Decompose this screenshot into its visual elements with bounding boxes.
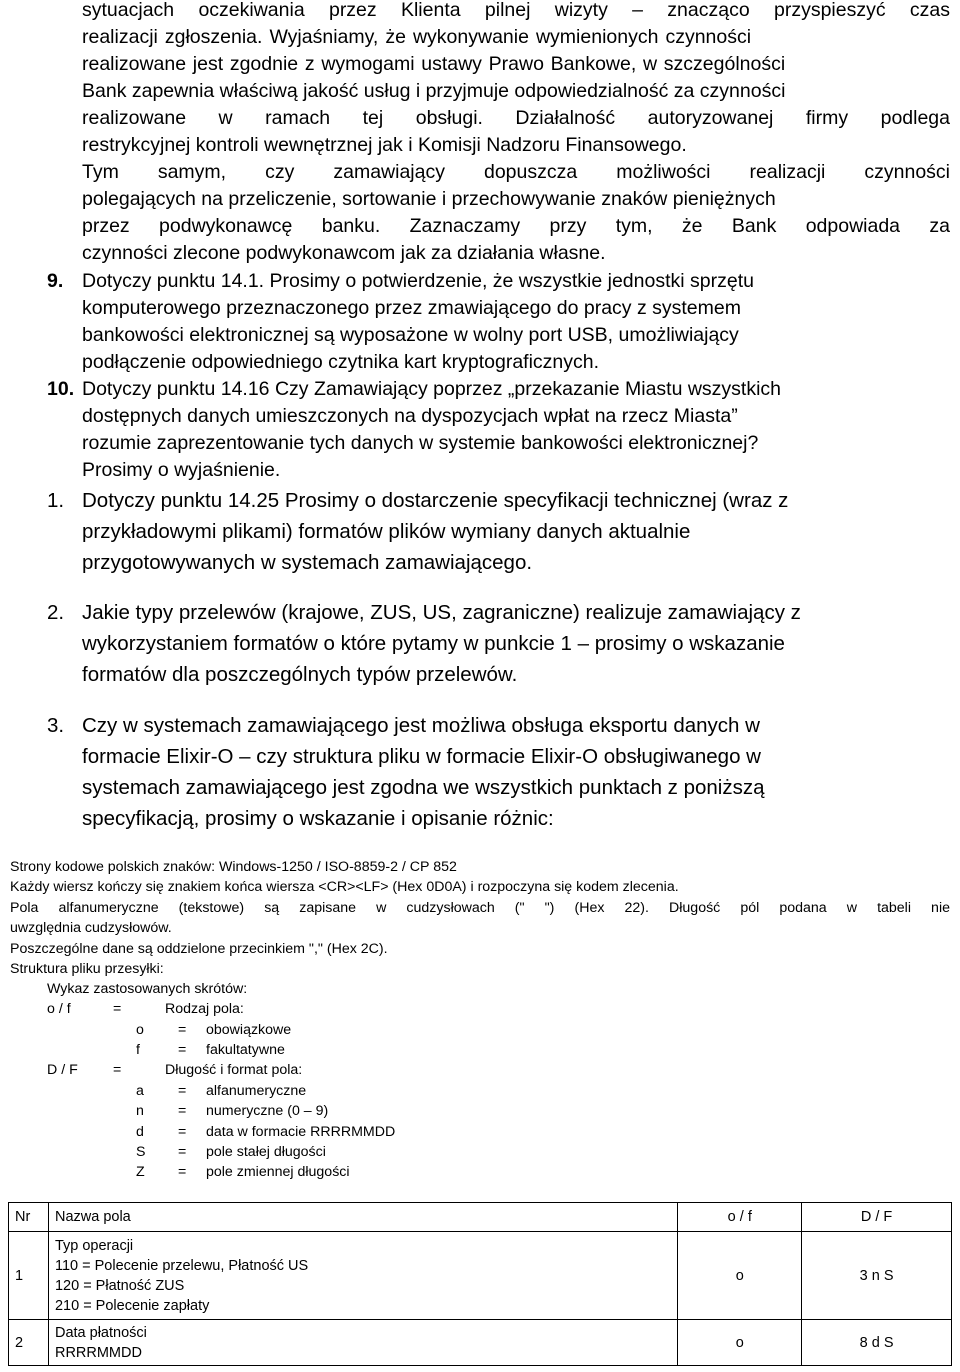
- item-number: 3.: [47, 714, 65, 737]
- cell-line: RRRRMMDD: [54, 1344, 142, 1361]
- abbr-desc: Długość i format pola:: [165, 1062, 303, 1078]
- abbr-sub-key: o: [136, 1022, 144, 1038]
- table-header-row: [9, 1203, 952, 1232]
- text-line: przygotowywanych w systemach zamawiającego.: [82, 551, 533, 574]
- cell-line: 120 = Płatność ZUS: [54, 1277, 185, 1294]
- abbr-sub-value: pole zmiennej długości: [206, 1164, 350, 1180]
- item-number: 2.: [47, 601, 65, 624]
- text-line: wykorzystaniem formatów o które pytamy w punkcie 1 – prosimy o wskazanie: [82, 632, 785, 655]
- spec-notes: [10, 857, 950, 979]
- item-number: 10.: [47, 378, 75, 400]
- abbr-eq: =: [113, 1001, 122, 1017]
- text-line: realizacji zgłoszenia. Wyjaśniamy, że wykonywanie wymienionych czynności: [82, 26, 752, 48]
- header-df: D / F: [802, 1203, 952, 1232]
- text-line: formatów dla poszczególnych typów przelewów.: [82, 663, 518, 686]
- abbr-key: o / f: [47, 1001, 71, 1017]
- abbr-eq: =: [113, 1062, 122, 1078]
- text-line: Tym samym, czy zamawiający dopuszcza możliwości realizacji czynności: [82, 161, 950, 183]
- abbr-sub-key: Z: [136, 1164, 145, 1180]
- abbr-sub-eq: =: [178, 1022, 187, 1038]
- table-row: [9, 1320, 952, 1366]
- text-line: realizowane w ramach tej obsługi. Działalność autoryzowanej firmy podlega: [82, 107, 950, 129]
- text-line: przez podwykonawcę banku. Zaznaczamy przy tym, że Bank odpowiada za: [82, 215, 950, 237]
- spec-separator: Poszczególne dane są oddzielone przecinkiem "," (Hex 2C).: [10, 940, 388, 957]
- text-line: Bank zapewnia właściwą jakość usług i przyjmuje odpowiedzialność za czynności: [82, 80, 786, 102]
- text-line: komputerowego przeznaczonego przez zmawiającego do pracy z systemem: [82, 297, 741, 319]
- spec-codepages: Strony kodowe polskich znaków: Windows-1250 / ISO-8859-2 / CP 852: [10, 859, 457, 875]
- fields-table: [8, 1202, 952, 1366]
- abbr-sub-eq: =: [178, 1103, 187, 1119]
- item-number: 1.: [47, 489, 65, 512]
- text-line: dostępnych danych umieszczonych na dyspozycjach wpłat na rzecz Miasta”: [82, 405, 738, 427]
- cell-line: Data płatności: [54, 1324, 147, 1341]
- text-line: Czy w systemach zamawiającego jest możliwa obsługa eksportu danych w: [82, 714, 760, 737]
- spec-line-end: Każdy wiersz kończy się znakiem końca wiersza <CR><LF> (Hex 0D0A) i rozpoczyna się kodem zlecenia.: [10, 879, 679, 896]
- text-line: formacie Elixir-O – czy struktura pliku w formacie Elixir-O obsługiwanego w: [82, 745, 761, 768]
- cell-df: 8 d S: [802, 1320, 952, 1366]
- abbr-sub-eq: =: [178, 1124, 187, 1140]
- spec-alnum: Pola alfanumeryczne (tekstowe) są zapisane w cudzysłowach (" ") (Hex 22). Długość pól podana w tabeli nie: [10, 899, 950, 916]
- abbr-desc: Rodzaj pola:: [165, 1001, 244, 1017]
- abbr-sub-eq: =: [178, 1164, 187, 1180]
- text-line: systemach zamawiającego jest zgodna we wszystkich punktach z poniższą: [82, 776, 765, 799]
- abbr-sub-value: data w formacie RRRRMMDD: [206, 1124, 396, 1140]
- cell-nr: 2: [9, 1320, 49, 1366]
- header-nr: Nr: [9, 1203, 49, 1232]
- text-line: restrykcyjnej kontroli wewnętrznej jak i Komisji Nadzoru Finansowego.: [82, 134, 687, 156]
- text-line: Dotyczy punktu 14.16 Czy Zamawiający poprzez „przekazanie Miastu wszystkich: [82, 378, 782, 400]
- abbr-sub-key: n: [136, 1103, 144, 1119]
- abbr-sub-eq: =: [178, 1042, 187, 1058]
- abbr-sub-value: obowiązkowe: [206, 1022, 292, 1038]
- text-line: przykładowymi plikami) formatów plików wymiany danych aktualnie: [82, 520, 691, 543]
- cell-line: Typ operacji: [54, 1237, 134, 1254]
- spec-alnum-cont: uwzględnia cudzysłowów.: [10, 920, 172, 937]
- text-line: sytuacjach oczekiwania przez Klienta pilnej wizyty – znacząco przyspieszyć czas: [82, 0, 950, 21]
- abbr-title: Wykaz zastosowanych skrótów:: [47, 981, 248, 997]
- text-line: bankowości elektronicznej są wyposażone w wolny port USB, umożliwiający: [82, 324, 739, 346]
- cell-line: 210 = Polecenie zapłaty: [54, 1297, 210, 1314]
- cell-of: o: [678, 1320, 802, 1366]
- abbr-sub-value: numeryczne (0 – 9): [206, 1103, 329, 1119]
- header-name: Nazwa pola: [48, 1203, 677, 1232]
- abbr-sub-key: d: [136, 1124, 144, 1140]
- cell-df: 3 n S: [802, 1232, 952, 1320]
- spec-structure: Struktura pliku przesyłki:: [10, 961, 164, 978]
- text-line: Dotyczy punktu 14.1. Prosimy o potwierdzenie, że wszystkie jednostki sprzętu: [82, 270, 754, 292]
- abbr-sub-value: fakultatywne: [206, 1042, 285, 1058]
- abbr-sub-eq: =: [178, 1144, 187, 1160]
- abbr-sub-key: f: [136, 1042, 140, 1058]
- cell-name: [48, 1320, 677, 1366]
- text-line: polegających na przeliczenie, sortowanie i przechowywanie znaków pieniężnych: [82, 188, 776, 210]
- text-line: podłączenie odpowiedniego czytnika kart kryptograficznych.: [82, 351, 600, 373]
- cell-name: [48, 1232, 677, 1320]
- abbr-key: D / F: [47, 1062, 78, 1078]
- cell-nr: 1: [9, 1232, 49, 1320]
- abbr-sub-value: pole stałej długości: [206, 1144, 326, 1160]
- item-number: 9.: [47, 270, 64, 292]
- text-line: Dotyczy punktu 14.25 Prosimy o dostarczenie specyfikacji technicznej (wraz z: [82, 489, 789, 512]
- cell-of: o: [678, 1232, 802, 1320]
- intro-paragraph: [82, 0, 950, 267]
- text-line: czynności zlecone podwykonawcom jak za działania własne.: [82, 242, 606, 264]
- text-line: realizowane jest zgodnie z wymogami ustawy Prawo Bankowe, w szczególności: [82, 53, 786, 75]
- abbr-sub-key: S: [136, 1144, 146, 1160]
- cell-line: 110 = Polecenie przelewu, Płatność US: [54, 1257, 309, 1274]
- text-line: Prosimy o wyjaśnienie.: [82, 459, 281, 481]
- abbr-sub-value: alfanumeryczne: [206, 1083, 307, 1099]
- header-of: o / f: [678, 1203, 802, 1232]
- text-line: Jakie typy przelewów (krajowe, ZUS, US, zagraniczne) realizuje zamawiający z: [82, 601, 801, 624]
- table-row: [9, 1232, 952, 1320]
- text-line: rozumie zaprezentowanie tych danych w systemie bankowości elektronicznej?: [82, 432, 759, 454]
- abbr-sub-eq: =: [178, 1083, 187, 1099]
- abbr-sub-key: a: [136, 1083, 144, 1099]
- text-line: specyfikacją, prosimy o wskazanie i opisanie różnic:: [82, 807, 554, 830]
